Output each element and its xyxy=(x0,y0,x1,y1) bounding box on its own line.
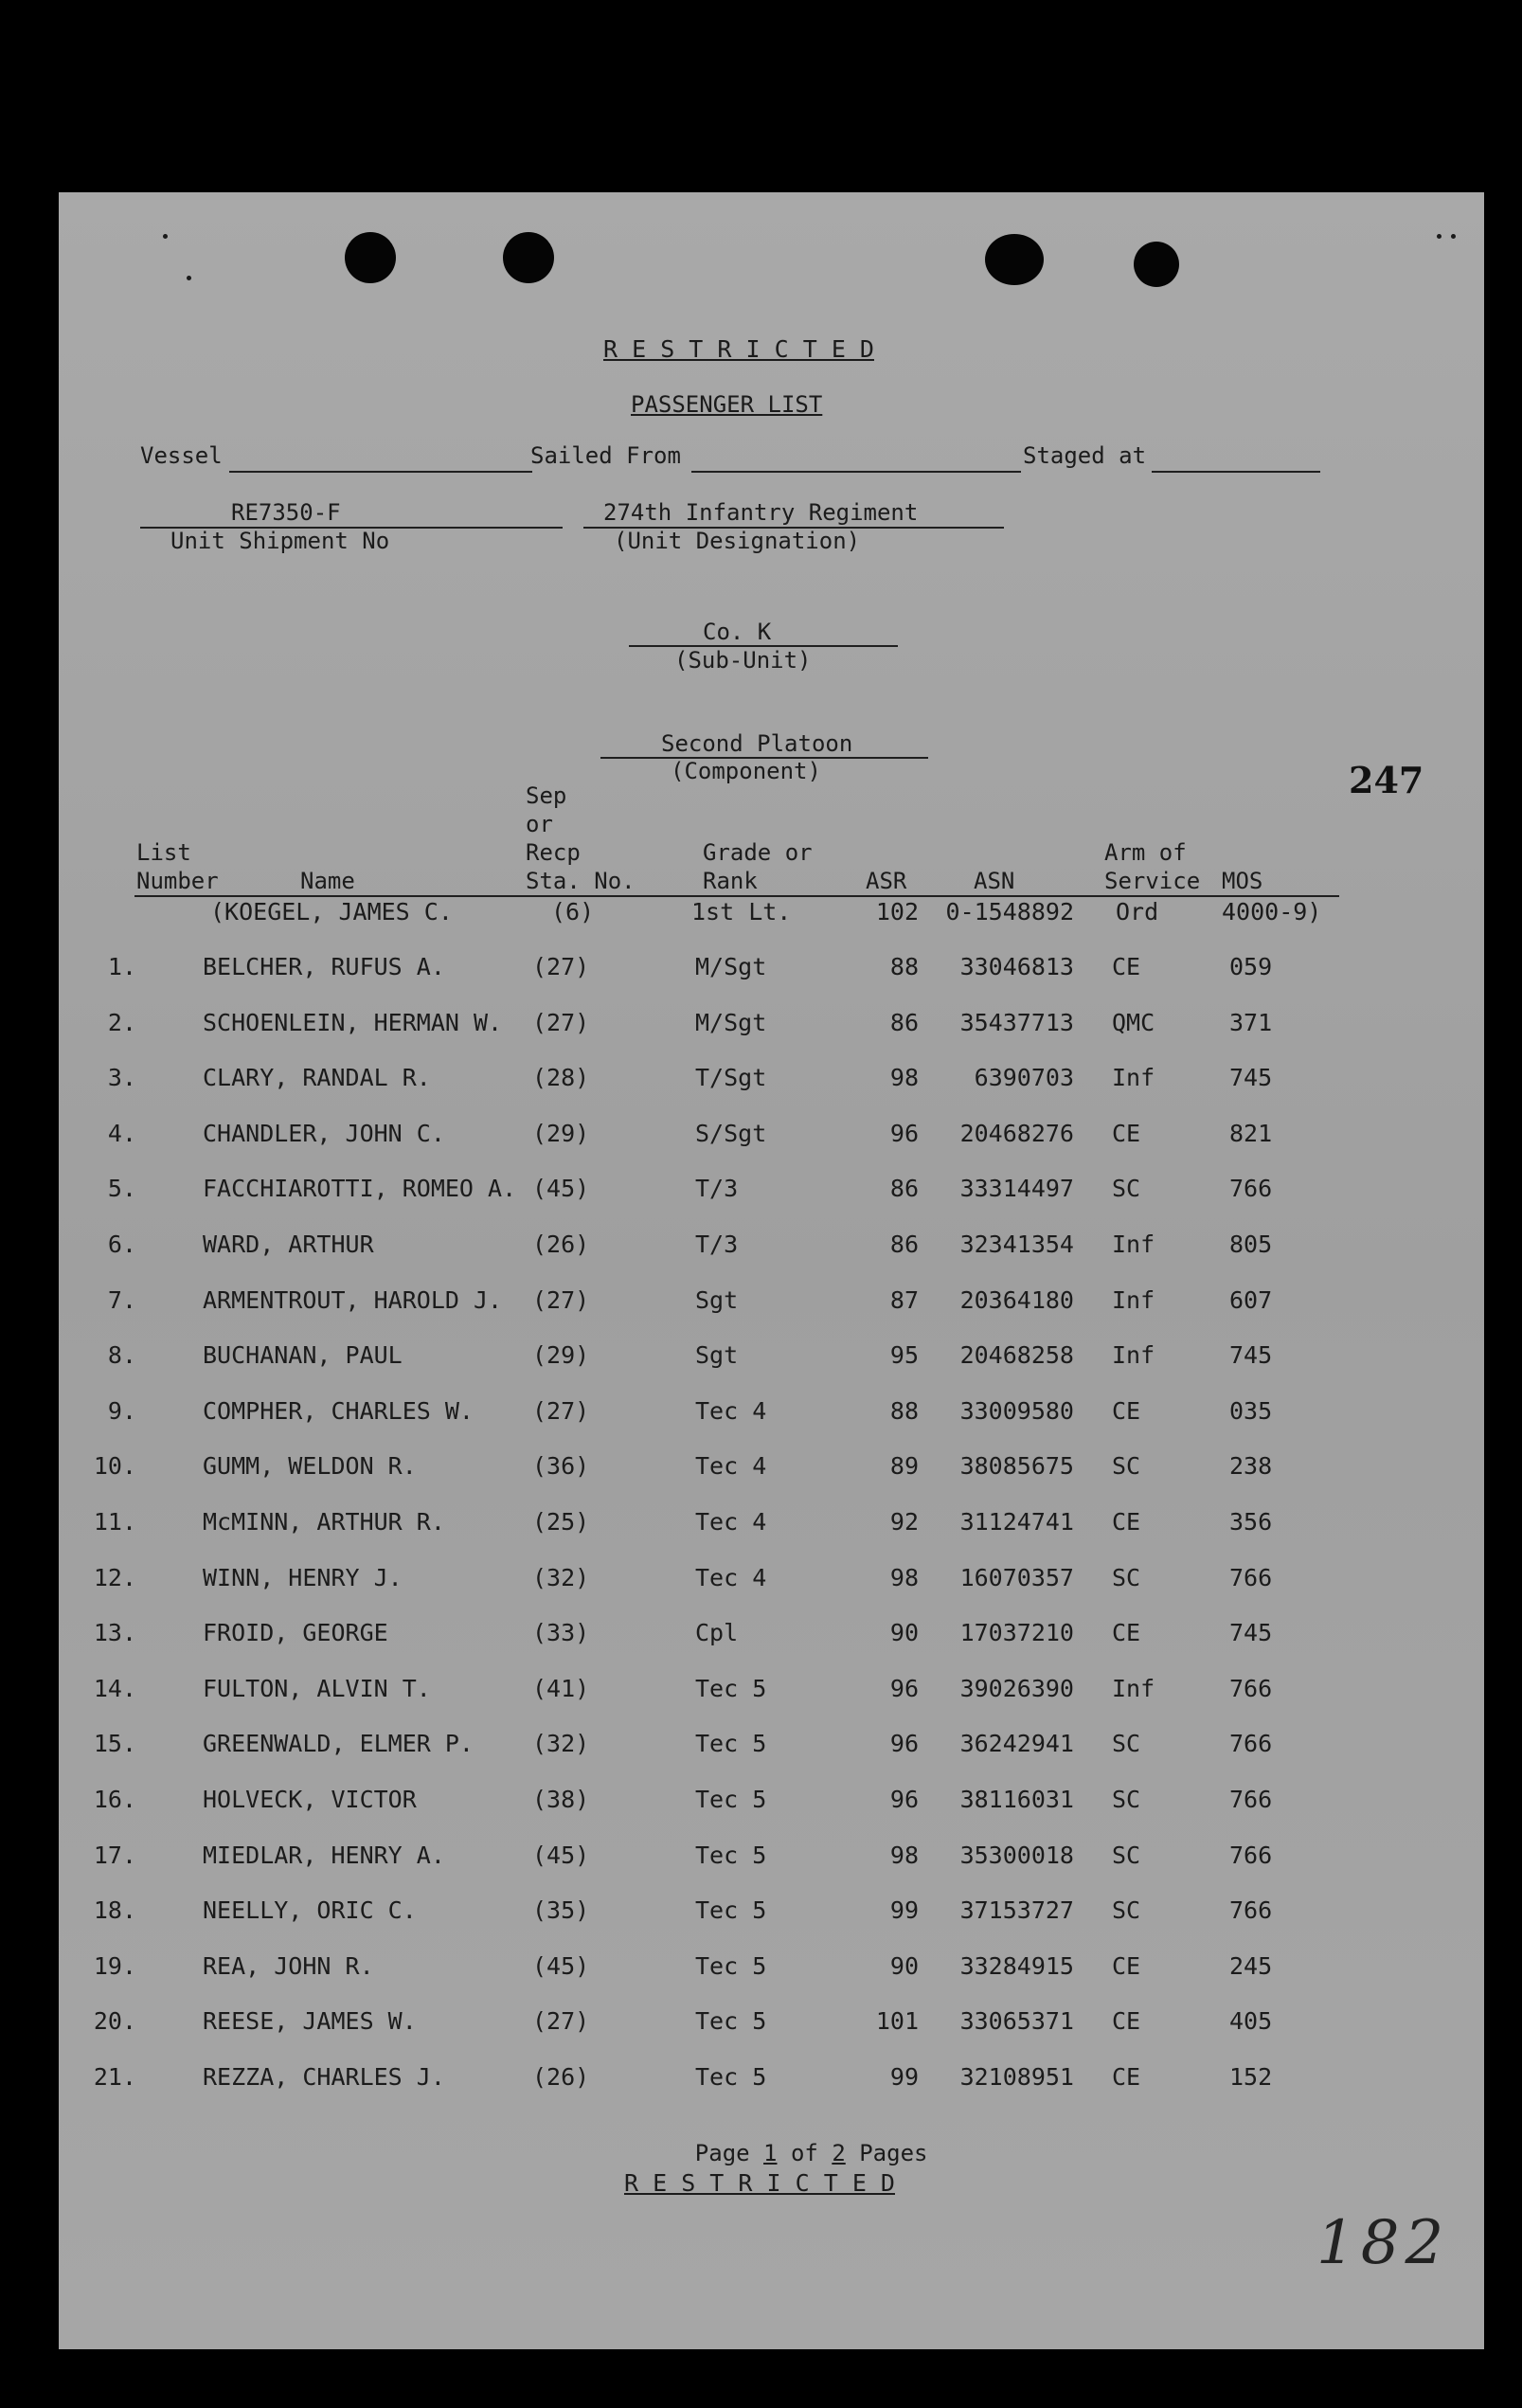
cell-num: 18. xyxy=(93,1896,136,1925)
cell-mos: 766 xyxy=(1229,1786,1273,1813)
unit-designation-caption: (Unit Designation) xyxy=(614,528,861,554)
cell-num: 2. xyxy=(107,1008,136,1036)
cell-sep: (27) xyxy=(532,1285,590,1314)
cell-asn: 32108951 xyxy=(959,2063,1074,2091)
cell-asn: 20364180 xyxy=(959,1285,1074,1314)
cell-asn: 36242941 xyxy=(959,1730,1074,1758)
cell-sep: (36) xyxy=(532,1452,590,1481)
cell-sep: (28) xyxy=(532,1064,590,1092)
cell-asr: 96 xyxy=(889,1119,919,1147)
cell-sep: (29) xyxy=(532,1119,590,1147)
cell-asn: 39026390 xyxy=(959,1674,1074,1702)
cell-arm: CE xyxy=(1112,1508,1141,1536)
cell-asr: 88 xyxy=(889,1396,919,1425)
cell-name: BUCHANAN, PAUL xyxy=(203,1341,403,1370)
speck xyxy=(1437,234,1441,239)
component: Second Platoon xyxy=(661,730,853,757)
restricted-heading: R E S T R I C T E D xyxy=(603,335,874,363)
cell-name: WINN, HENRY J. xyxy=(203,1563,403,1591)
cell-sep: (41) xyxy=(532,1674,590,1702)
table-row xyxy=(59,1339,1484,1376)
table-row xyxy=(59,1449,1484,1487)
page-word: Page xyxy=(694,2140,750,2166)
officer-name: (KOEGEL, JAMES C. xyxy=(210,898,453,925)
cell-name: ARMENTROUT, HAROLD J. xyxy=(203,1285,503,1314)
cell-grade: S/Sgt xyxy=(695,1119,767,1147)
cell-arm: SC xyxy=(1112,1896,1141,1925)
cell-arm: CE xyxy=(1112,1119,1141,1147)
cell-asn: 33046813 xyxy=(959,953,1074,980)
cell-name: FULTON, ALVIN T. xyxy=(203,1674,431,1702)
cell-grade: Tec 5 xyxy=(695,2063,767,2091)
cell-num: 3. xyxy=(107,1064,136,1092)
cell-asr: 86 xyxy=(889,1231,919,1258)
cell-name: BELCHER, RUFUS A. xyxy=(203,953,445,980)
officer-grade: 1st Lt. xyxy=(691,898,792,925)
punch-hole xyxy=(985,234,1044,285)
cell-arm: CE xyxy=(1112,1619,1141,1647)
cell-asn: 16070357 xyxy=(959,1563,1074,1591)
col-header-sep-recp: Sep or Recp Sta. No. xyxy=(526,782,636,894)
page-number-stamp: 247 xyxy=(1349,759,1424,801)
staged-at-field-line xyxy=(1152,471,1320,473)
cell-sep: (38) xyxy=(532,1786,590,1813)
cell-num: 12. xyxy=(93,1563,136,1591)
cell-num: 4. xyxy=(107,1119,136,1147)
cell-sep: (25) xyxy=(532,1508,590,1536)
cell-name: CHANDLER, JOHN C. xyxy=(203,1119,445,1147)
cell-grade: Sgt xyxy=(695,1285,739,1314)
col-header-mos: MOS xyxy=(1222,868,1263,894)
unit-shipment-number: RE7350-F xyxy=(231,499,341,526)
table-row xyxy=(59,1117,1484,1155)
cell-mos: 766 xyxy=(1229,1841,1273,1869)
cell-arm: Inf xyxy=(1112,1674,1155,1702)
handwritten-page-mark: 182 xyxy=(1316,2208,1450,2278)
cell-mos: 766 xyxy=(1229,1674,1273,1702)
cell-arm: Inf xyxy=(1112,1064,1155,1092)
officer-arm: Ord xyxy=(1116,898,1159,925)
cell-arm: QMC xyxy=(1112,1008,1155,1036)
cell-num: 15. xyxy=(93,1730,136,1758)
punch-hole xyxy=(345,232,396,283)
cell-name: GREENWALD, ELMER P. xyxy=(203,1730,474,1758)
cell-mos: 245 xyxy=(1229,1951,1273,1980)
cell-asr: 90 xyxy=(889,1951,919,1980)
cell-arm: CE xyxy=(1112,2007,1141,2036)
page-current: 1 xyxy=(763,2140,778,2166)
cell-num: 20. xyxy=(93,2007,136,2036)
cell-asr: 89 xyxy=(889,1452,919,1481)
table-row xyxy=(59,1394,1484,1432)
cell-num: 8. xyxy=(107,1341,136,1370)
cell-grade: Sgt xyxy=(695,1341,739,1370)
table-row xyxy=(59,950,1484,988)
table-row xyxy=(59,1505,1484,1543)
cell-asr: 87 xyxy=(889,1285,919,1314)
cell-grade: Tec 5 xyxy=(695,2007,767,2036)
cell-name: SCHOENLEIN, HERMAN W. xyxy=(203,1008,503,1036)
cell-mos: 152 xyxy=(1229,2063,1273,2091)
cell-sep: (26) xyxy=(532,1231,590,1258)
officer-asr: 102 xyxy=(875,898,919,925)
cell-mos: 805 xyxy=(1229,1231,1273,1258)
cell-name: GUMM, WELDON R. xyxy=(203,1452,417,1481)
unit-shipment-caption: Unit Shipment No xyxy=(170,528,390,554)
cell-arm: CE xyxy=(1112,1396,1141,1425)
table-row xyxy=(59,1561,1484,1599)
cell-mos: 607 xyxy=(1229,1285,1273,1314)
cell-mos: 059 xyxy=(1229,953,1273,980)
punch-hole xyxy=(503,232,554,283)
cell-grade: Tec 5 xyxy=(695,1674,767,1702)
cell-asn: 33065371 xyxy=(959,2007,1074,2036)
speck xyxy=(163,234,168,239)
page-total: 2 xyxy=(832,2140,846,2166)
table-row xyxy=(59,1894,1484,1932)
cell-arm: CE xyxy=(1112,2063,1141,2091)
col-header-list-number: List Number xyxy=(136,839,219,894)
cell-arm: CE xyxy=(1112,1951,1141,1980)
cell-mos: 766 xyxy=(1229,1730,1273,1758)
col-header-arm-of-service: Arm of Service xyxy=(1104,839,1201,894)
cell-name: NEELLY, ORIC C. xyxy=(203,1896,417,1925)
cell-num: 19. xyxy=(93,1951,136,1980)
cell-grade: Tec 4 xyxy=(695,1452,767,1481)
cell-asr: 92 xyxy=(889,1508,919,1536)
table-row xyxy=(59,1727,1484,1765)
cell-arm: Inf xyxy=(1112,1285,1155,1314)
cell-grade: Tec 5 xyxy=(695,1730,767,1758)
cell-sep: (45) xyxy=(532,1841,590,1869)
table-row xyxy=(59,2004,1484,2042)
cell-sep: (26) xyxy=(532,2063,590,2091)
cell-mos: 766 xyxy=(1229,1175,1273,1203)
col-header-grade: Grade or Rank xyxy=(703,839,813,894)
vessel-label: Vessel xyxy=(140,442,223,469)
cell-sep: (27) xyxy=(532,1396,590,1425)
cell-mos: 371 xyxy=(1229,1008,1273,1036)
col-header-asn: ASN xyxy=(974,868,1015,894)
cell-asr: 86 xyxy=(889,1175,919,1203)
cell-num: 10. xyxy=(93,1452,136,1481)
cell-mos: 356 xyxy=(1229,1508,1273,1536)
cell-mos: 766 xyxy=(1229,1563,1273,1591)
officer-row xyxy=(59,895,1484,933)
cell-asn: 20468258 xyxy=(959,1341,1074,1370)
cell-mos: 405 xyxy=(1229,2007,1273,2036)
document-sheet xyxy=(59,192,1484,2349)
document-title: PASSENGER LIST xyxy=(631,391,823,418)
cell-asn: 32341354 xyxy=(959,1231,1074,1258)
cell-arm: SC xyxy=(1112,1841,1141,1869)
table-row xyxy=(59,1839,1484,1877)
cell-name: REZZA, CHARLES J. xyxy=(203,2063,445,2091)
cell-grade: Tec 5 xyxy=(695,1786,767,1813)
cell-asn: 35437713 xyxy=(959,1008,1074,1036)
cell-asn: 33314497 xyxy=(959,1175,1074,1203)
cell-name: McMINN, ARTHUR R. xyxy=(203,1508,445,1536)
restricted-footer: R E S T R I C T E D xyxy=(624,2169,895,2197)
sub-unit-caption: (Sub-Unit) xyxy=(674,647,812,674)
table-row xyxy=(59,1672,1484,1710)
cell-name: WARD, ARTHUR xyxy=(203,1231,374,1258)
cell-grade: Tec 4 xyxy=(695,1508,767,1536)
table-row xyxy=(59,1783,1484,1821)
sailed-from-field-line xyxy=(691,471,1021,473)
cell-num: 11. xyxy=(93,1508,136,1536)
table-row xyxy=(59,1006,1484,1044)
cell-sep: (32) xyxy=(532,1730,590,1758)
vessel-field-line xyxy=(229,471,532,473)
cell-mos: 745 xyxy=(1229,1341,1273,1370)
cell-num: 14. xyxy=(93,1674,136,1702)
cell-grade: Cpl xyxy=(695,1619,739,1647)
cell-sep: (29) xyxy=(532,1341,590,1370)
table-row xyxy=(59,1172,1484,1210)
cell-asr: 88 xyxy=(889,953,919,980)
cell-arm: SC xyxy=(1112,1452,1141,1481)
cell-num: 16. xyxy=(93,1786,136,1813)
cell-asn: 31124741 xyxy=(959,1508,1074,1536)
cell-mos: 238 xyxy=(1229,1452,1273,1481)
table-row xyxy=(59,2060,1484,2098)
cell-sep: (45) xyxy=(532,1951,590,1980)
cell-sep: (27) xyxy=(532,1008,590,1036)
table-row xyxy=(59,1616,1484,1654)
cell-asr: 96 xyxy=(889,1730,919,1758)
cell-grade: T/3 xyxy=(695,1175,739,1203)
cell-name: FACCHIAROTTI, ROMEO A. xyxy=(203,1175,517,1203)
cell-grade: Tec 4 xyxy=(695,1396,767,1425)
cell-asr: 86 xyxy=(889,1008,919,1036)
col-header-name: Name xyxy=(300,868,355,894)
cell-mos: 821 xyxy=(1229,1119,1273,1147)
officer-sep: (6) xyxy=(551,898,595,925)
cell-asr: 98 xyxy=(889,1841,919,1869)
cell-sep: (27) xyxy=(532,2007,590,2036)
cell-asr: 90 xyxy=(889,1619,919,1647)
cell-num: 7. xyxy=(107,1285,136,1314)
component-caption: (Component) xyxy=(671,758,821,784)
cell-asn: 37153727 xyxy=(959,1896,1074,1925)
cell-num: 17. xyxy=(93,1841,136,1869)
cell-grade: M/Sgt xyxy=(695,1008,767,1036)
pages-word: Pages xyxy=(859,2140,928,2166)
cell-sep: (27) xyxy=(532,953,590,980)
cell-asn: 17037210 xyxy=(959,1619,1074,1647)
cell-arm: SC xyxy=(1112,1175,1141,1203)
officer-asn: 0-1548892 xyxy=(945,898,1074,925)
cell-asr: 98 xyxy=(889,1064,919,1092)
cell-num: 21. xyxy=(93,2063,136,2091)
cell-num: 9. xyxy=(107,1396,136,1425)
cell-num: 6. xyxy=(107,1231,136,1258)
cell-asn: 6390703 xyxy=(974,1064,1074,1092)
cell-asr: 96 xyxy=(889,1674,919,1702)
cell-asr: 101 xyxy=(875,2007,919,2036)
cell-mos: 035 xyxy=(1229,1396,1273,1425)
staged-at-label: Staged at xyxy=(1023,442,1147,469)
cell-mos: 745 xyxy=(1229,1619,1273,1647)
cell-asr: 98 xyxy=(889,1563,919,1591)
cell-mos: 745 xyxy=(1229,1064,1273,1092)
table-row xyxy=(59,1284,1484,1321)
table-row xyxy=(59,1228,1484,1266)
cell-num: 1. xyxy=(107,953,136,980)
cell-arm: SC xyxy=(1112,1730,1141,1758)
sub-unit: Co. K xyxy=(703,619,772,645)
cell-grade: T/Sgt xyxy=(695,1064,767,1092)
cell-asr: 95 xyxy=(889,1341,919,1370)
cell-asn: 38116031 xyxy=(959,1786,1074,1813)
cell-name: CLARY, RANDAL R. xyxy=(203,1064,431,1092)
cell-sep: (32) xyxy=(532,1563,590,1591)
speck xyxy=(187,276,191,280)
cell-num: 5. xyxy=(107,1175,136,1203)
cell-name: FROID, GEORGE xyxy=(203,1619,388,1647)
cell-asn: 20468276 xyxy=(959,1119,1074,1147)
cell-mos: 766 xyxy=(1229,1896,1273,1925)
cell-arm: Inf xyxy=(1112,1341,1155,1370)
cell-grade: Tec 5 xyxy=(695,1841,767,1869)
page-of: of xyxy=(790,2140,818,2166)
cell-arm: SC xyxy=(1112,1563,1141,1591)
cell-grade: Tec 4 xyxy=(695,1563,767,1591)
sailed-from-label: Sailed From xyxy=(530,442,681,469)
cell-arm: SC xyxy=(1112,1786,1141,1813)
cell-name: REA, JOHN R. xyxy=(203,1951,374,1980)
cell-asn: 38085675 xyxy=(959,1452,1074,1481)
cell-grade: Tec 5 xyxy=(695,1951,767,1980)
cell-name: MIEDLAR, HENRY A. xyxy=(203,1841,445,1869)
unit-designation: 274th Infantry Regiment xyxy=(603,499,919,526)
cell-asn: 33009580 xyxy=(959,1396,1074,1425)
cell-grade: Tec 5 xyxy=(695,1896,767,1925)
cell-sep: (33) xyxy=(532,1619,590,1647)
cell-arm: CE xyxy=(1112,953,1141,980)
cell-grade: M/Sgt xyxy=(695,953,767,980)
cell-asr: 96 xyxy=(889,1786,919,1813)
speck xyxy=(1451,234,1456,239)
punch-hole xyxy=(1134,242,1179,287)
cell-asr: 99 xyxy=(889,1896,919,1925)
cell-grade: T/3 xyxy=(695,1231,739,1258)
cell-name: COMPHER, CHARLES W. xyxy=(203,1396,474,1425)
cell-sep: (45) xyxy=(532,1175,590,1203)
cell-asr: 99 xyxy=(889,2063,919,2091)
table-row xyxy=(59,1061,1484,1099)
cell-name: HOLVECK, VICTOR xyxy=(203,1786,417,1813)
cell-num: 13. xyxy=(93,1619,136,1647)
cell-asn: 35300018 xyxy=(959,1841,1074,1869)
cell-name: REESE, JAMES W. xyxy=(203,2007,417,2036)
table-row xyxy=(59,1950,1484,1987)
cell-asn: 33284915 xyxy=(959,1951,1074,1980)
cell-sep: (35) xyxy=(532,1896,590,1925)
col-header-asr: ASR xyxy=(866,868,907,894)
cell-arm: Inf xyxy=(1112,1231,1155,1258)
officer-mos: 4000-9) xyxy=(1222,898,1322,925)
